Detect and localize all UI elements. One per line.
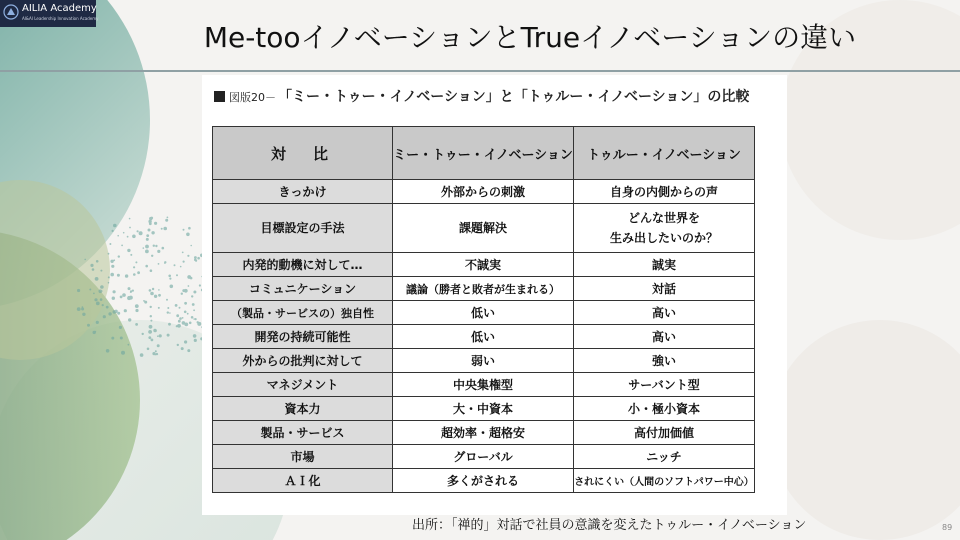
table-cell: 大・中資本 — [393, 397, 574, 421]
row-label: （製品・サービスの）独自性 — [213, 301, 393, 325]
table-row — [213, 469, 755, 493]
table-row — [213, 373, 755, 397]
table-cell: 低い — [393, 325, 574, 349]
table-cell: 不誠実 — [393, 253, 574, 277]
table-cell: されにくい（人間のソフトパワー中心） — [574, 469, 755, 493]
source-citation: 出所：「禅的」対話で社員の意識を変えたトゥルー・イノベーション — [412, 518, 807, 533]
brand-mark-icon — [3, 4, 19, 20]
brand-name: AILIA Academy — [22, 3, 97, 14]
table-cell: 外部からの刺激 — [393, 180, 574, 204]
table-cell: どんな世界を 生み出したいのか？ — [574, 204, 755, 253]
table-cell: サーバント型 — [574, 373, 755, 397]
table-cell: 小・極小資本 — [574, 397, 755, 421]
table-cell: 高い — [574, 301, 755, 325]
table-row — [213, 204, 755, 253]
table-cell: 自身の内側からの声 — [574, 180, 755, 204]
table-cell: 議論（勝者と敗者が生まれる） — [393, 277, 574, 301]
row-label: マネジメント — [213, 373, 393, 397]
table-row — [213, 180, 755, 204]
table-cell: 高付加価値 — [574, 421, 755, 445]
table-cell: 対話 — [574, 277, 755, 301]
row-label: 製品・サービス — [213, 421, 393, 445]
table-cell: 高い — [574, 325, 755, 349]
table-cell: 誠実 — [574, 253, 755, 277]
table-cell: グローバル — [393, 445, 574, 469]
table-cell: 課題解決 — [393, 204, 574, 253]
table-cell: ニッチ — [574, 445, 755, 469]
figure-panel — [202, 75, 787, 515]
row-label: ＡＩ化 — [213, 469, 393, 493]
table-cell: 低い — [393, 301, 574, 325]
table-cell: 多くがされる — [393, 469, 574, 493]
title-divider — [0, 70, 960, 72]
page-number: 89 — [942, 523, 953, 532]
header-cell: 対 比 — [213, 127, 393, 180]
slide-title: Me-tooイノベーションとTrueイノベーションの違い — [203, 21, 857, 54]
row-label: 開発の持続可能性 — [213, 325, 393, 349]
table-row — [213, 421, 755, 445]
row-label: 外からの批判に対して — [213, 349, 393, 373]
figure-number: 図版20－ — [229, 91, 276, 104]
table-row — [213, 325, 755, 349]
row-label: 市場 — [213, 445, 393, 469]
row-label: コミュニケーション — [213, 277, 393, 301]
row-label: 目標設定の手法 — [213, 204, 393, 253]
table-row — [213, 349, 755, 373]
table-cell: 超効率・超格安 — [393, 421, 574, 445]
caption-square-icon — [214, 91, 225, 102]
table-row — [213, 253, 755, 277]
brand-tagline: AI&AI Leadership Innovation Academy — [22, 16, 99, 21]
table-cell: 中央集権型 — [393, 373, 574, 397]
row-label: 内発的動機に対して… — [213, 253, 393, 277]
header-cell: トゥルー・イノベーション — [574, 127, 755, 180]
figure-caption — [214, 88, 749, 107]
row-label: きっかけ — [213, 180, 393, 204]
comparison-table — [212, 126, 755, 493]
table-row — [213, 301, 755, 325]
brand-logo — [0, 0, 99, 27]
table-header-row — [213, 127, 755, 180]
header-cell: ミー・トゥー・イノベーション — [393, 127, 574, 180]
table-row — [213, 445, 755, 469]
table-cell: 弱い — [393, 349, 574, 373]
row-label: 資本力 — [213, 397, 393, 421]
table-row — [213, 397, 755, 421]
figure-title: 「ミー・トゥー・イノベーション」と「トゥルー・イノベーション」の比較 — [278, 89, 750, 105]
table-row — [213, 277, 755, 301]
table-cell: 強い — [574, 349, 755, 373]
